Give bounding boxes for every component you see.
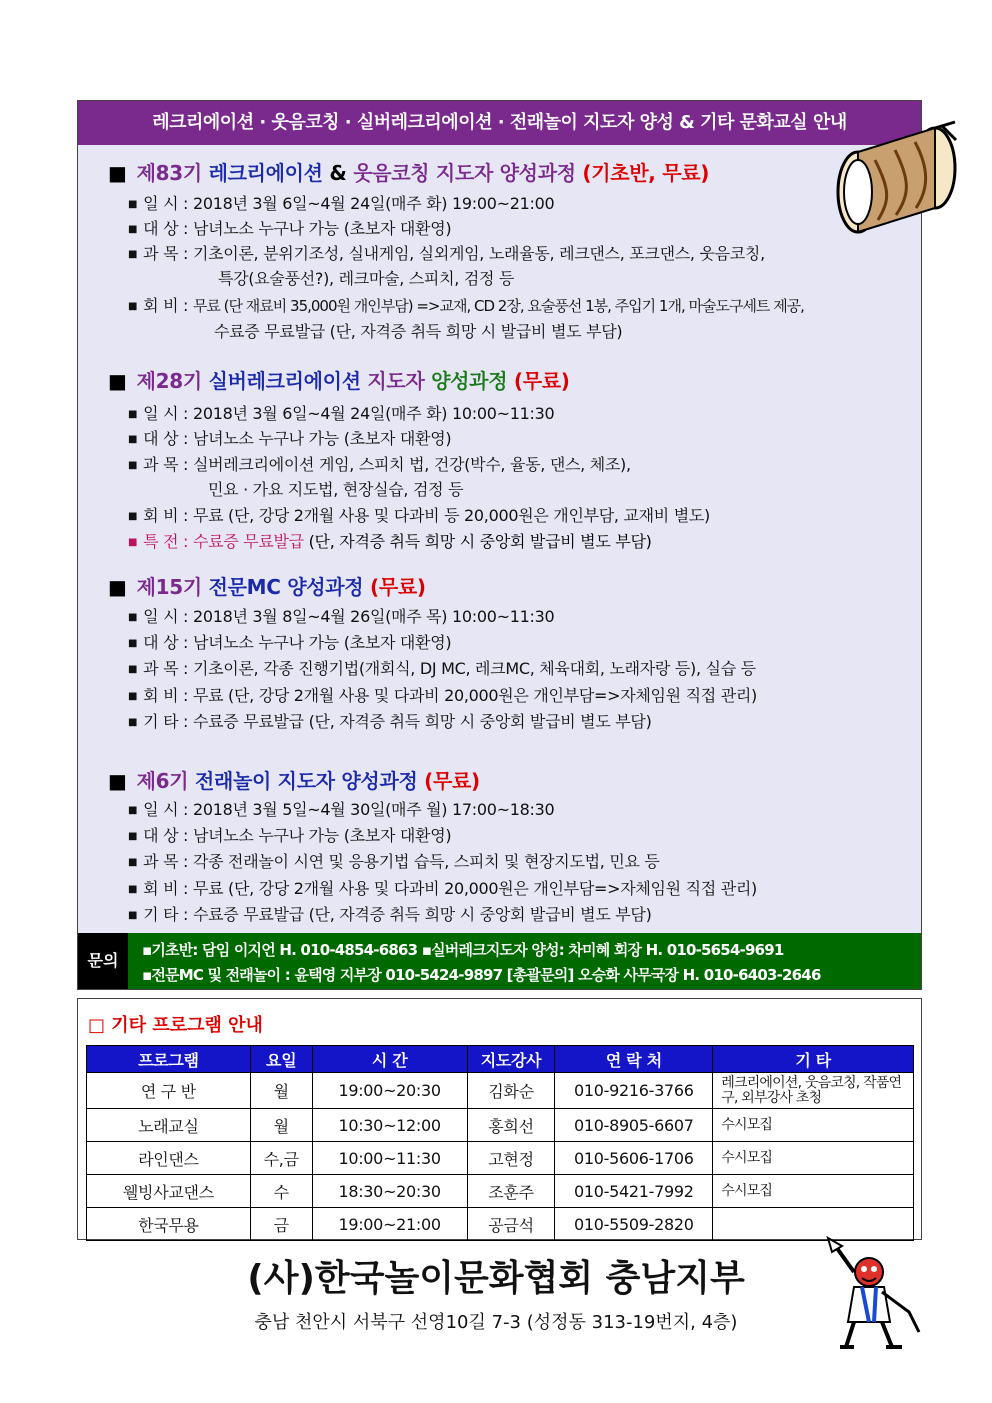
table-row <box>87 1208 914 1241</box>
course-title-83: ■ 제83기 레크리에이션 & 웃음코칭 지도자 양성과정 (기초반, 무료) <box>108 161 710 185</box>
table-cell: 홍희선 <box>467 1109 555 1142</box>
banner-title: 레크리에이션 · 웃음코칭 · 실버레크리에이션 · 전래놀이 지도자 양성 & 기타 문화교실 안내 <box>78 101 921 145</box>
course-row-special: ■ 특 전 : 수료증 무료발급 (단, 자격증 취득 희망 시 중앙회 발급비 별도 부담) <box>128 532 652 551</box>
table-cell: 010-8905-6607 <box>555 1109 713 1142</box>
table-cell: 010-5509-2820 <box>555 1208 713 1241</box>
course-row: ■ 일 시 : 2018년 3월 6일~4월 24일(매주 화) 19:00~21:00 <box>128 194 555 213</box>
course-row: ■ 회 비 : 무료 (단, 강당 2개월 사용 및 다과비 등 20,000원은 개인부담, 교재비 별도) <box>128 506 711 525</box>
table-cell: 월 <box>250 1073 312 1109</box>
table-cell: 010-5606-1706 <box>555 1142 713 1175</box>
course-row: ■ 과 목 : 실버레크리에이션 게임, 스피치 법, 건강(박수, 율동, 댄스, 체조), <box>128 455 631 474</box>
table-cell: 한국무용 <box>87 1208 251 1241</box>
course-row: ■ 대 상 : 남녀노소 누구나 가능 (초보자 대환영) <box>128 429 452 448</box>
course-row: ■ 과 목 : 기초이론, 각종 진행기법(개회식, DJ MC, 레크MC, 체육대회, 노래자랑 등), 실습 등 <box>128 659 756 678</box>
course-row: ■ 대 상 : 남녀노소 누구나 가능 (초보자 대환영) <box>128 826 452 845</box>
table-cell: 김화순 <box>467 1073 555 1109</box>
contact-label: 문의 <box>78 933 128 989</box>
course-row: ■ 일 시 : 2018년 3월 8일~4월 26일(매주 목) 10:00~11:30 <box>128 607 555 626</box>
course-title-6: ■ 제6기 전래놀이 지도자 양성과정 (무료) <box>108 769 480 793</box>
drum-icon <box>830 120 960 240</box>
table-cell: 금 <box>250 1208 312 1241</box>
contact-line-1: ▪기초반: 담임 이지언 H. 010-4854-6863 ▪실버레크지도자 양성: 차미혜 회장 H. 010-5654-9691 <box>142 941 784 959</box>
table-cell: 19:00~20:30 <box>312 1073 467 1109</box>
course-row: ■ 과 목 : 각종 전래놀이 시연 및 응용기법 습득, 스피치 및 현장지도법, 민요 등 <box>128 852 660 871</box>
contact-line-2: ▪전문MC 및 전래놀이 : 윤택영 지부장 010-5424-9897 [총괄문의] 오승화 사무국장 H. 010-6403-2646 <box>142 966 821 984</box>
table-row <box>87 1073 914 1109</box>
course-row: ■ 회 비 : 무료 (단 재료비 35,000원 개인부담) =>교재, CD 2장, 요술풍선 1봉, 주입기 1개, 마술도구세트 제공, <box>128 296 804 315</box>
table-cell: 수,금 <box>250 1142 312 1175</box>
table-cell: 10:30~12:00 <box>312 1109 467 1142</box>
col-header: 프로그램 <box>87 1046 251 1073</box>
table-cell: 19:00~21:00 <box>312 1208 467 1241</box>
course-row: ■ 일 시 : 2018년 3월 5일~4월 30일(매주 월) 17:00~18:30 <box>128 800 555 819</box>
program-table <box>86 1045 914 1241</box>
course-row-cont: 민요 · 가요 지도법, 현장실습, 검정 등 <box>208 480 464 499</box>
table-cell: 수시모집 <box>713 1142 914 1175</box>
col-header: 요일 <box>250 1046 312 1073</box>
table-cell: 노래교실 <box>87 1109 251 1142</box>
course-row-cont: 수료증 무료발급 (단, 자격증 취득 희망 시 발급비 별도 부담) <box>214 322 623 341</box>
table-cell: 010-9216-3766 <box>555 1073 713 1109</box>
table-cell: 웰빙사교댄스 <box>87 1175 251 1208</box>
table-row <box>87 1142 914 1175</box>
table-cell: 수 <box>250 1175 312 1208</box>
other-programs-title: □ 기타 프로그램 안내 <box>88 1015 263 1036</box>
table-row <box>87 1175 914 1208</box>
table-cell: 연 구 반 <box>87 1073 251 1109</box>
table-cell: 고현정 <box>467 1142 555 1175</box>
table-cell: 라인댄스 <box>87 1142 251 1175</box>
course-row: ■ 과 목 : 기초이론, 분위기조성, 실내게임, 실외게임, 노래율동, 레크댄스, 포크댄스, 웃음코칭, <box>128 244 765 263</box>
table-cell: 10:00~11:30 <box>312 1142 467 1175</box>
table-cell: 레크리에이션, 웃음코칭, 작품연구, 외부강사 초청 <box>713 1073 914 1109</box>
table-cell: 18:30~20:30 <box>312 1175 467 1208</box>
table-cell: 조훈주 <box>467 1175 555 1208</box>
course-title-28: ■ 제28기 실버레크리에이션 지도자 양성과정 (무료) <box>108 369 570 393</box>
col-header: 연 락 처 <box>555 1046 713 1073</box>
organization-address: 충남 천안시 서북구 선영10길 7-3 (성정동 313-19번지, 4층) <box>254 1312 738 1333</box>
course-info-panel <box>77 100 922 990</box>
table-cell: 010-5421-7992 <box>555 1175 713 1208</box>
col-header: 기 타 <box>713 1046 914 1073</box>
course-row: ■ 회 비 : 무료 (단, 강당 2개월 사용 및 다과비 20,000원은 개인부담=>자체임원 직접 관리) <box>128 686 757 705</box>
table-cell: 수시모집 <box>713 1109 914 1142</box>
table-cell: 월 <box>250 1109 312 1142</box>
col-header: 시 간 <box>312 1046 467 1073</box>
contact-bar <box>78 933 921 989</box>
table-cell: 수시모집 <box>713 1175 914 1208</box>
course-row: ■ 대 상 : 남녀노소 누구나 가능 (초보자 대환영) <box>128 219 452 238</box>
course-row: ■ 대 상 : 남녀노소 누구나 가능 (초보자 대환영) <box>128 633 452 652</box>
course-title-15: ■ 제15기 전문MC 양성과정 (무료) <box>108 575 426 599</box>
course-row: ■ 일 시 : 2018년 3월 6일~4월 24일(매주 화) 10:00~11:30 <box>128 404 555 423</box>
mask-dancer-icon <box>824 1232 924 1352</box>
course-row: ■ 기 타 : 수료증 무료발급 (단, 자격증 취득 희망 시 중앙회 발급비 별도 부담) <box>128 905 652 924</box>
col-header: 지도강사 <box>467 1046 555 1073</box>
course-row: ■ 회 비 : 무료 (단, 강당 2개월 사용 및 다과비 20,000원은 개인부담=>자체임원 직접 관리) <box>128 879 757 898</box>
course-row: ■ 기 타 : 수료증 무료발급 (단, 자격증 취득 희망 시 중앙회 발급비 별도 부담) <box>128 712 652 731</box>
organization-name: (사)한국놀이문화협회 충남지부 <box>247 1258 745 1299</box>
other-programs-panel <box>77 998 922 1240</box>
table-cell: 공금석 <box>467 1208 555 1241</box>
table-header-row <box>87 1046 914 1073</box>
course-row-cont: 특강(요술풍선?), 레크마술, 스피치, 검정 등 <box>218 269 515 288</box>
table-row <box>87 1109 914 1142</box>
